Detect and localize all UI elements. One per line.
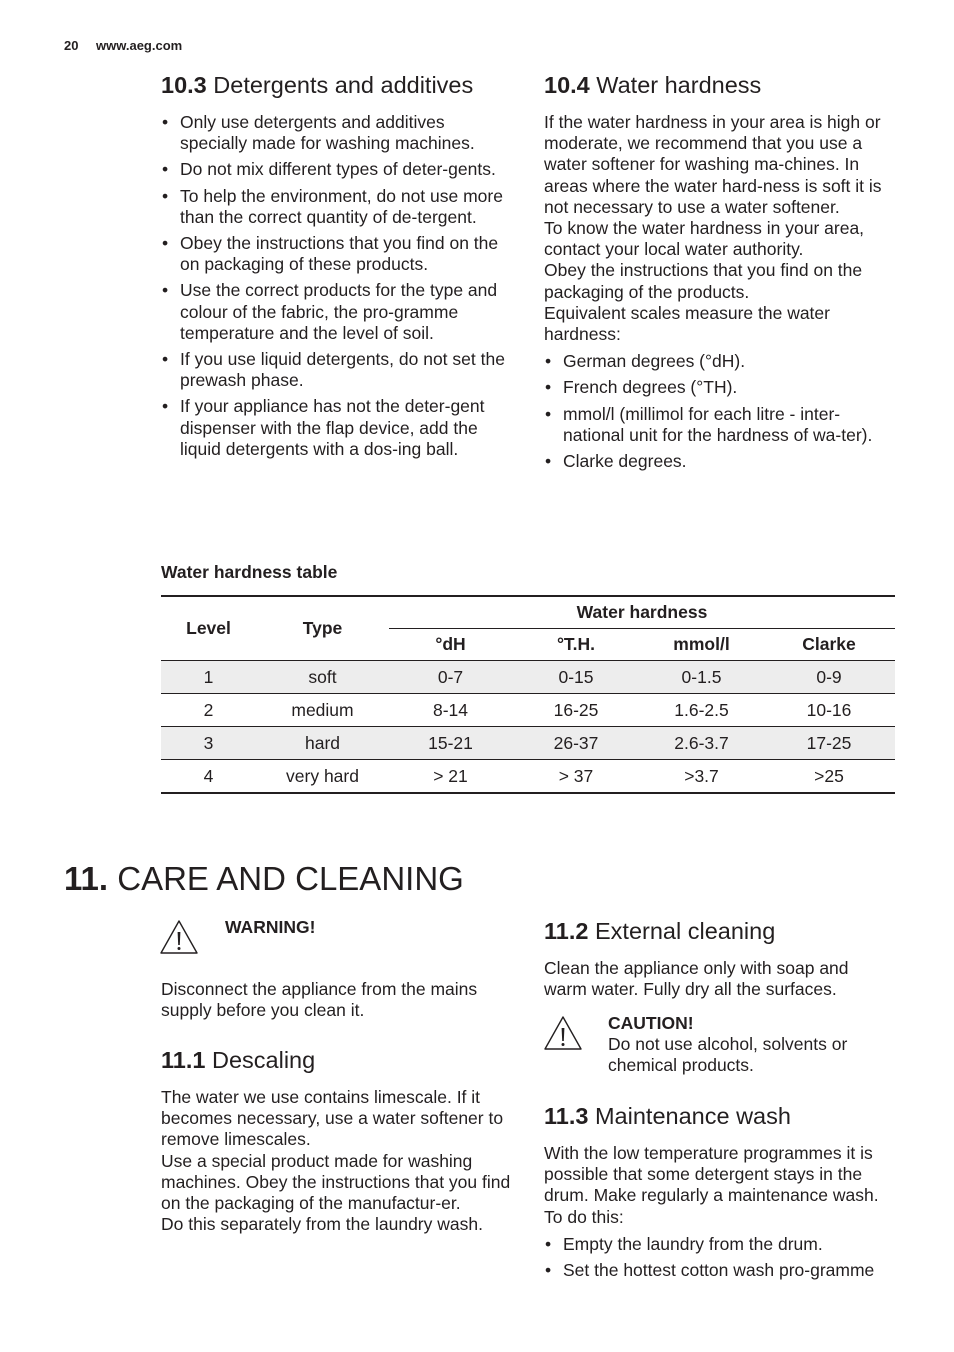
section-title: Detergents and additives	[213, 72, 474, 98]
table-row	[161, 661, 895, 694]
cell-type: very hard	[256, 760, 389, 794]
list-item: • Empty the laundry from the drum.	[544, 1234, 898, 1255]
maintenance-steps-list	[544, 1234, 898, 1281]
cell-type: soft	[256, 661, 389, 694]
caution-triangle-icon	[543, 1015, 583, 1051]
warning-label: WARNING!	[225, 917, 316, 937]
header-water-hardness: Water hardness	[389, 596, 895, 629]
cell-level: 3	[161, 727, 256, 760]
header-dh: °dH	[389, 629, 512, 661]
website-url: www.aeg.com	[96, 38, 183, 53]
detergents-list	[161, 112, 516, 465]
list-item: • Do not mix different types of deter-gents.	[161, 159, 516, 180]
list-item: • If your appliance has not the deter-gent dispenser with the flap device, add the liquid detergents with a dos-ing ball.	[161, 396, 516, 460]
section-11-3-heading	[544, 1102, 791, 1130]
paragraph: Do this separately from the laundry wash.	[161, 1214, 483, 1235]
header-th: °T.H.	[512, 629, 640, 661]
paragraph: Obey the instructions that you find on the packaging of the products.	[544, 260, 863, 302]
cell-mmol: 2.6-3.7	[640, 727, 763, 760]
section-number: 10.3	[161, 72, 207, 98]
descaling-text	[161, 1087, 516, 1235]
section-11-2-heading	[544, 917, 775, 945]
scales-list	[544, 351, 896, 472]
cell-clarke: >25	[763, 760, 895, 794]
cell-type: hard	[256, 727, 389, 760]
header-clarke: Clarke	[763, 629, 895, 661]
section-title: Descaling	[211, 1047, 316, 1073]
list-item: • German degrees (°dH).	[544, 351, 896, 372]
section-title: Maintenance wash	[594, 1103, 791, 1129]
cell-clarke: 0-9	[763, 661, 895, 694]
section-10-3-heading	[161, 71, 473, 99]
list-item: • French degrees (°TH).	[544, 377, 896, 398]
caution-block	[608, 1013, 898, 1077]
cell-th: 16-25	[512, 694, 640, 727]
section-number: 11.2	[544, 918, 589, 944]
header-level: Level	[161, 596, 256, 661]
cell-level: 4	[161, 760, 256, 794]
table-caption: Water hardness table	[161, 562, 338, 582]
paragraph: Equivalent scales measure the water hardness:	[544, 302, 830, 345]
list-item: • To help the environment, do not use more than the correct quantity of de-tergent.	[161, 186, 516, 228]
cell-th: 26-37	[512, 727, 640, 760]
warning-triangle-icon	[159, 919, 199, 955]
paragraph: With the low temperature programmes it is possible that some detergent stays in the drum. Make regularly a maintenance wash. To do this:	[544, 1143, 879, 1227]
section-11-1-heading	[161, 1046, 315, 1074]
cell-dh: 0-7	[389, 661, 512, 694]
cell-th: > 37	[512, 760, 640, 794]
cell-th: 0-15	[512, 661, 640, 694]
cell-clarke: 10-16	[763, 694, 895, 727]
header-mmol: mmol/l	[640, 629, 763, 661]
maintenance-wash-text	[544, 1143, 898, 1286]
section-10-4-heading	[544, 71, 761, 99]
section-title: External cleaning	[594, 918, 776, 944]
list-item: • Obey the instructions that you find on the on packaging of these products.	[161, 233, 516, 275]
table-row	[161, 760, 895, 794]
cell-dh: 8-14	[389, 694, 512, 727]
header-type: Type	[256, 596, 389, 661]
section-title: Water hardness	[596, 72, 762, 98]
paragraph: The water we use contains limescale. If it becomes necessary, use a water softener to remove limescales.	[161, 1087, 504, 1150]
section-number: 11.3	[544, 1103, 589, 1129]
section-number: 11.1	[161, 1047, 206, 1073]
paragraph: To know the water hardness in your area, contact your local water authority.	[544, 218, 865, 260]
page-number: 20	[64, 38, 79, 53]
list-item: • Only use detergents and additives specially made for washing machines.	[161, 112, 516, 154]
water-hardness-text	[544, 112, 896, 477]
table-row	[161, 727, 895, 760]
chapter-heading	[64, 859, 464, 899]
cell-dh: 15-21	[389, 727, 512, 760]
external-cleaning-text: Clean the appliance only with soap and warm water. Fully dry all the surfaces.	[544, 958, 849, 1000]
table-row	[161, 694, 895, 727]
cell-mmol: 1.6-2.5	[640, 694, 763, 727]
list-item: • mmol/l (millimol for each litre - inter-national unit for the hardness of wa-ter).	[544, 404, 896, 446]
cell-clarke: 17-25	[763, 727, 895, 760]
list-item: • If you use liquid detergents, do not set the prewash phase.	[161, 349, 516, 391]
paragraph: Use a special product made for washing machines. Obey the instructions that you find on the packaging of the manufactur-er.	[161, 1150, 511, 1214]
list-item: • Set the hottest cotton wash pro-gramme	[544, 1260, 898, 1281]
caution-text: Do not use alcohol, solvents or chemical products.	[608, 1034, 848, 1076]
water-hardness-table	[161, 595, 895, 794]
list-item: • Clarke degrees.	[544, 451, 896, 472]
section-number: 10.4	[544, 72, 590, 98]
cell-mmol: >3.7	[640, 760, 763, 794]
chapter-title: CARE AND CLEANING	[117, 860, 464, 897]
cell-dh: > 21	[389, 760, 512, 794]
chapter-number: 11.	[64, 860, 109, 897]
paragraph: If the water hardness in your area is high or moderate, we recommend that you use a water softener for washing ma-chines. In areas where the water hard-ness is soft it is not necessary to use a water softener.	[544, 112, 882, 217]
cell-mmol: 0-1.5	[640, 661, 763, 694]
cell-level: 2	[161, 694, 256, 727]
list-item: • Use the correct products for the type and colour of the fabric, the pro-gramme temperature and the level of soil.	[161, 280, 516, 344]
caution-label: CAUTION!	[608, 1013, 694, 1033]
cell-level: 1	[161, 661, 256, 694]
warning-text: Disconnect the appliance from the mains supply before you clean it.	[161, 979, 478, 1021]
cell-type: medium	[256, 694, 389, 727]
